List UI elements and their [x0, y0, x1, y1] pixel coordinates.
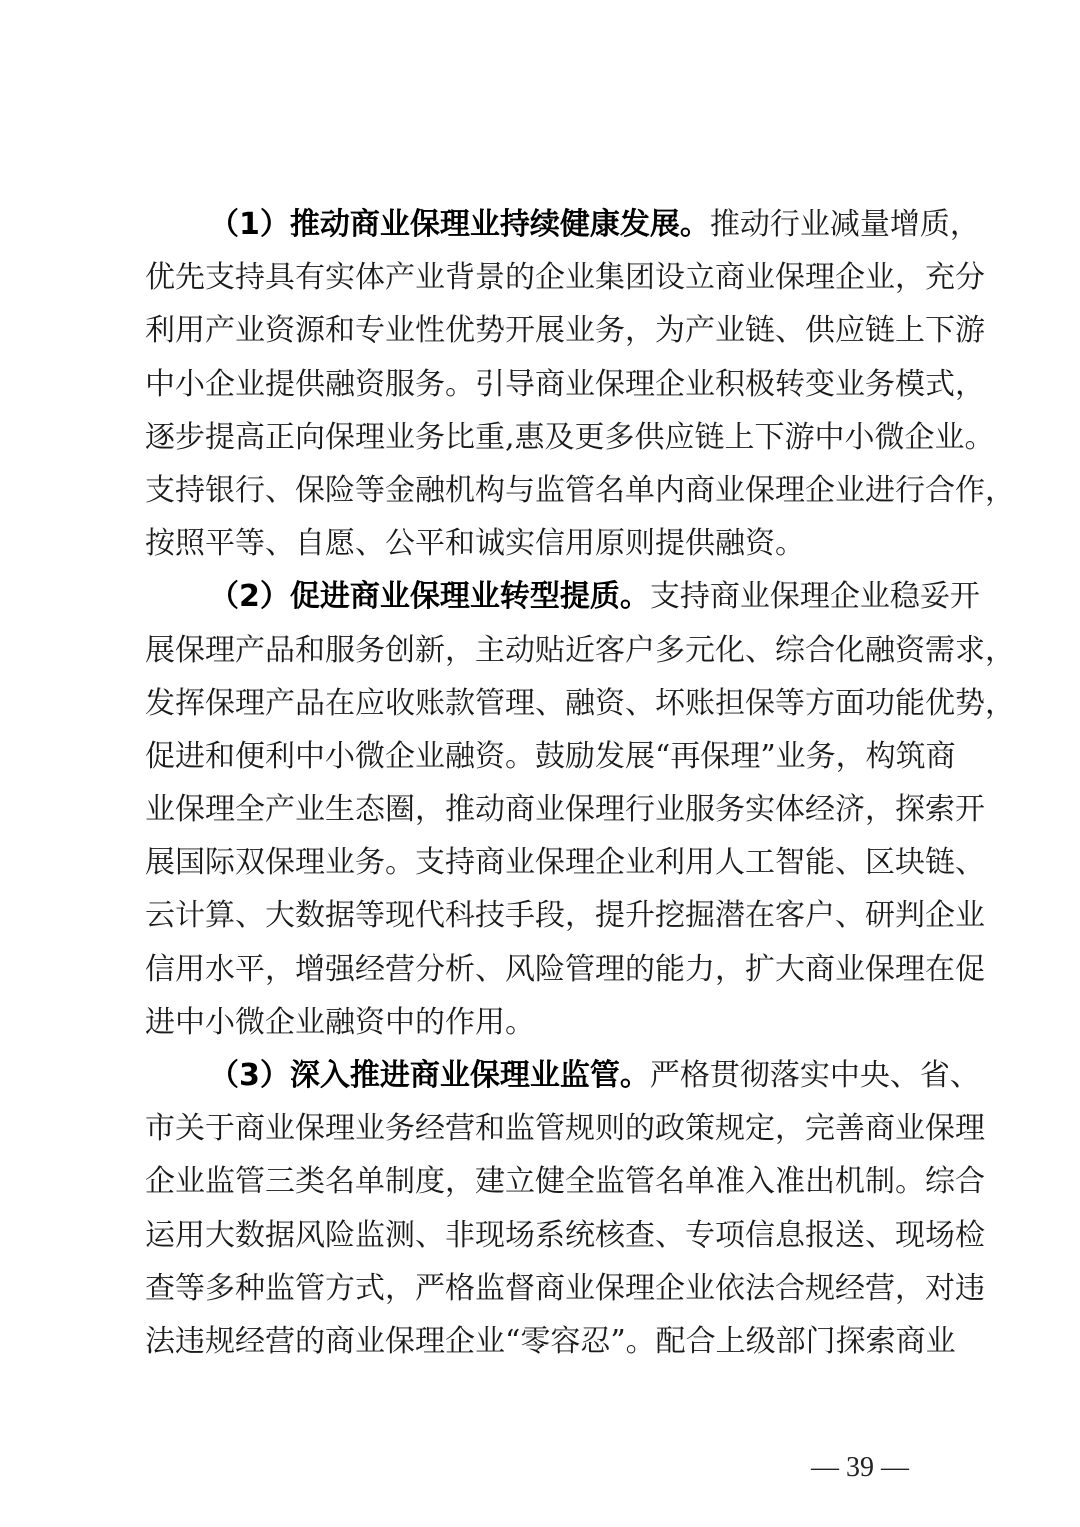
paragraph-2-line-3: 发挥保理产品在应收账款管理、融资、坏账担保等方面功能优势， [145, 685, 1015, 721]
paragraph-1-text: 推动行业减量增质， [709, 207, 980, 242]
paragraph-2-line-2: 展保理产品和服务创新，主动贴近客户多元化、综合化融资需求， [145, 632, 1015, 668]
paragraph-2-line-5: 业保理全产业生态圈，推动商业保理行业服务实体经济，探索开 [145, 792, 985, 828]
paragraph-3-line-5: 查等多种监管方式，严格监督商业保理企业依法合规经营，对违 [145, 1270, 985, 1306]
paragraph-3-heading: （3）深入推进商业保理业监管。 [209, 1058, 650, 1093]
paragraph-2-heading: （2）促进商业保理业转型提质。 [209, 579, 650, 615]
paragraph-2-line-7: 云计算、大数据等现代科技手段，提升挖掘潜在客户、研判企业 [145, 898, 985, 934]
paragraph-1-heading: （1）推动商业保理业持续健康发展。 [209, 207, 710, 242]
paragraph-3-line-6: 法违规经营的商业保理企业“零容忍”。配合上级部门探索商业 [145, 1323, 956, 1359]
paragraph-2-line-8: 信用水平，增强经营分析、风险管理的能力，扩大商业保理在促 [145, 951, 985, 987]
paragraph-2-line-1 [145, 570, 980, 623]
paragraph-1-line-4: 中小企业提供融资服务。引导商业保理企业积极转变业务模式， [145, 366, 985, 402]
paragraph-2-text: 支持商业保理企业稳妥开 [649, 579, 980, 615]
paragraph-3-line-3: 企业监管三类名单制度，建立健全监管名单准入准出机制。综合 [145, 1164, 985, 1200]
paragraph-3-text: 严格贯彻落实中央、省、 [649, 1058, 980, 1093]
document-body [145, 198, 1015, 1368]
paragraph-1-line-2: 优先支持具有实体产业背景的企业集团设立商业保理企业，充分 [145, 260, 985, 296]
paragraph-2-line-9: 进中小微企业融资中的作用。 [145, 1004, 535, 1040]
paragraph-1-line-3: 利用产业资源和专业性优势开展业务，为产业链、供应链上下游 [145, 313, 985, 349]
paragraph-1-line-1 [145, 198, 980, 251]
paragraph-2-line-6: 展国际双保理业务。支持商业保理企业利用人工智能、区块链、 [145, 845, 985, 881]
paragraph-3-line-4: 运用大数据风险监测、非现场系统核查、专项信息报送、现场检 [145, 1217, 985, 1253]
paragraph-1-line-7: 按照平等、自愿、公平和诚实信用原则提供融资。 [145, 526, 805, 562]
paragraph-3-line-2: 市关于商业保理业务经营和监管规则的政策规定，完善商业保理 [145, 1111, 985, 1147]
paragraph-1-line-5: 逐步提高正向保理业务比重,惠及更多供应链上下游中小微企业。 [145, 419, 995, 455]
page-number: — 39 — [811, 1452, 909, 1483]
paragraph-2-line-4: 促进和便利中小微企业融资。鼓励发展“再保理”业务，构筑商 [145, 738, 956, 774]
paragraph-1-line-6: 支持银行、保险等金融机构与监管名单内商业保理企业进行合作， [145, 472, 1015, 508]
paragraph-3-line-1 [145, 1049, 980, 1102]
